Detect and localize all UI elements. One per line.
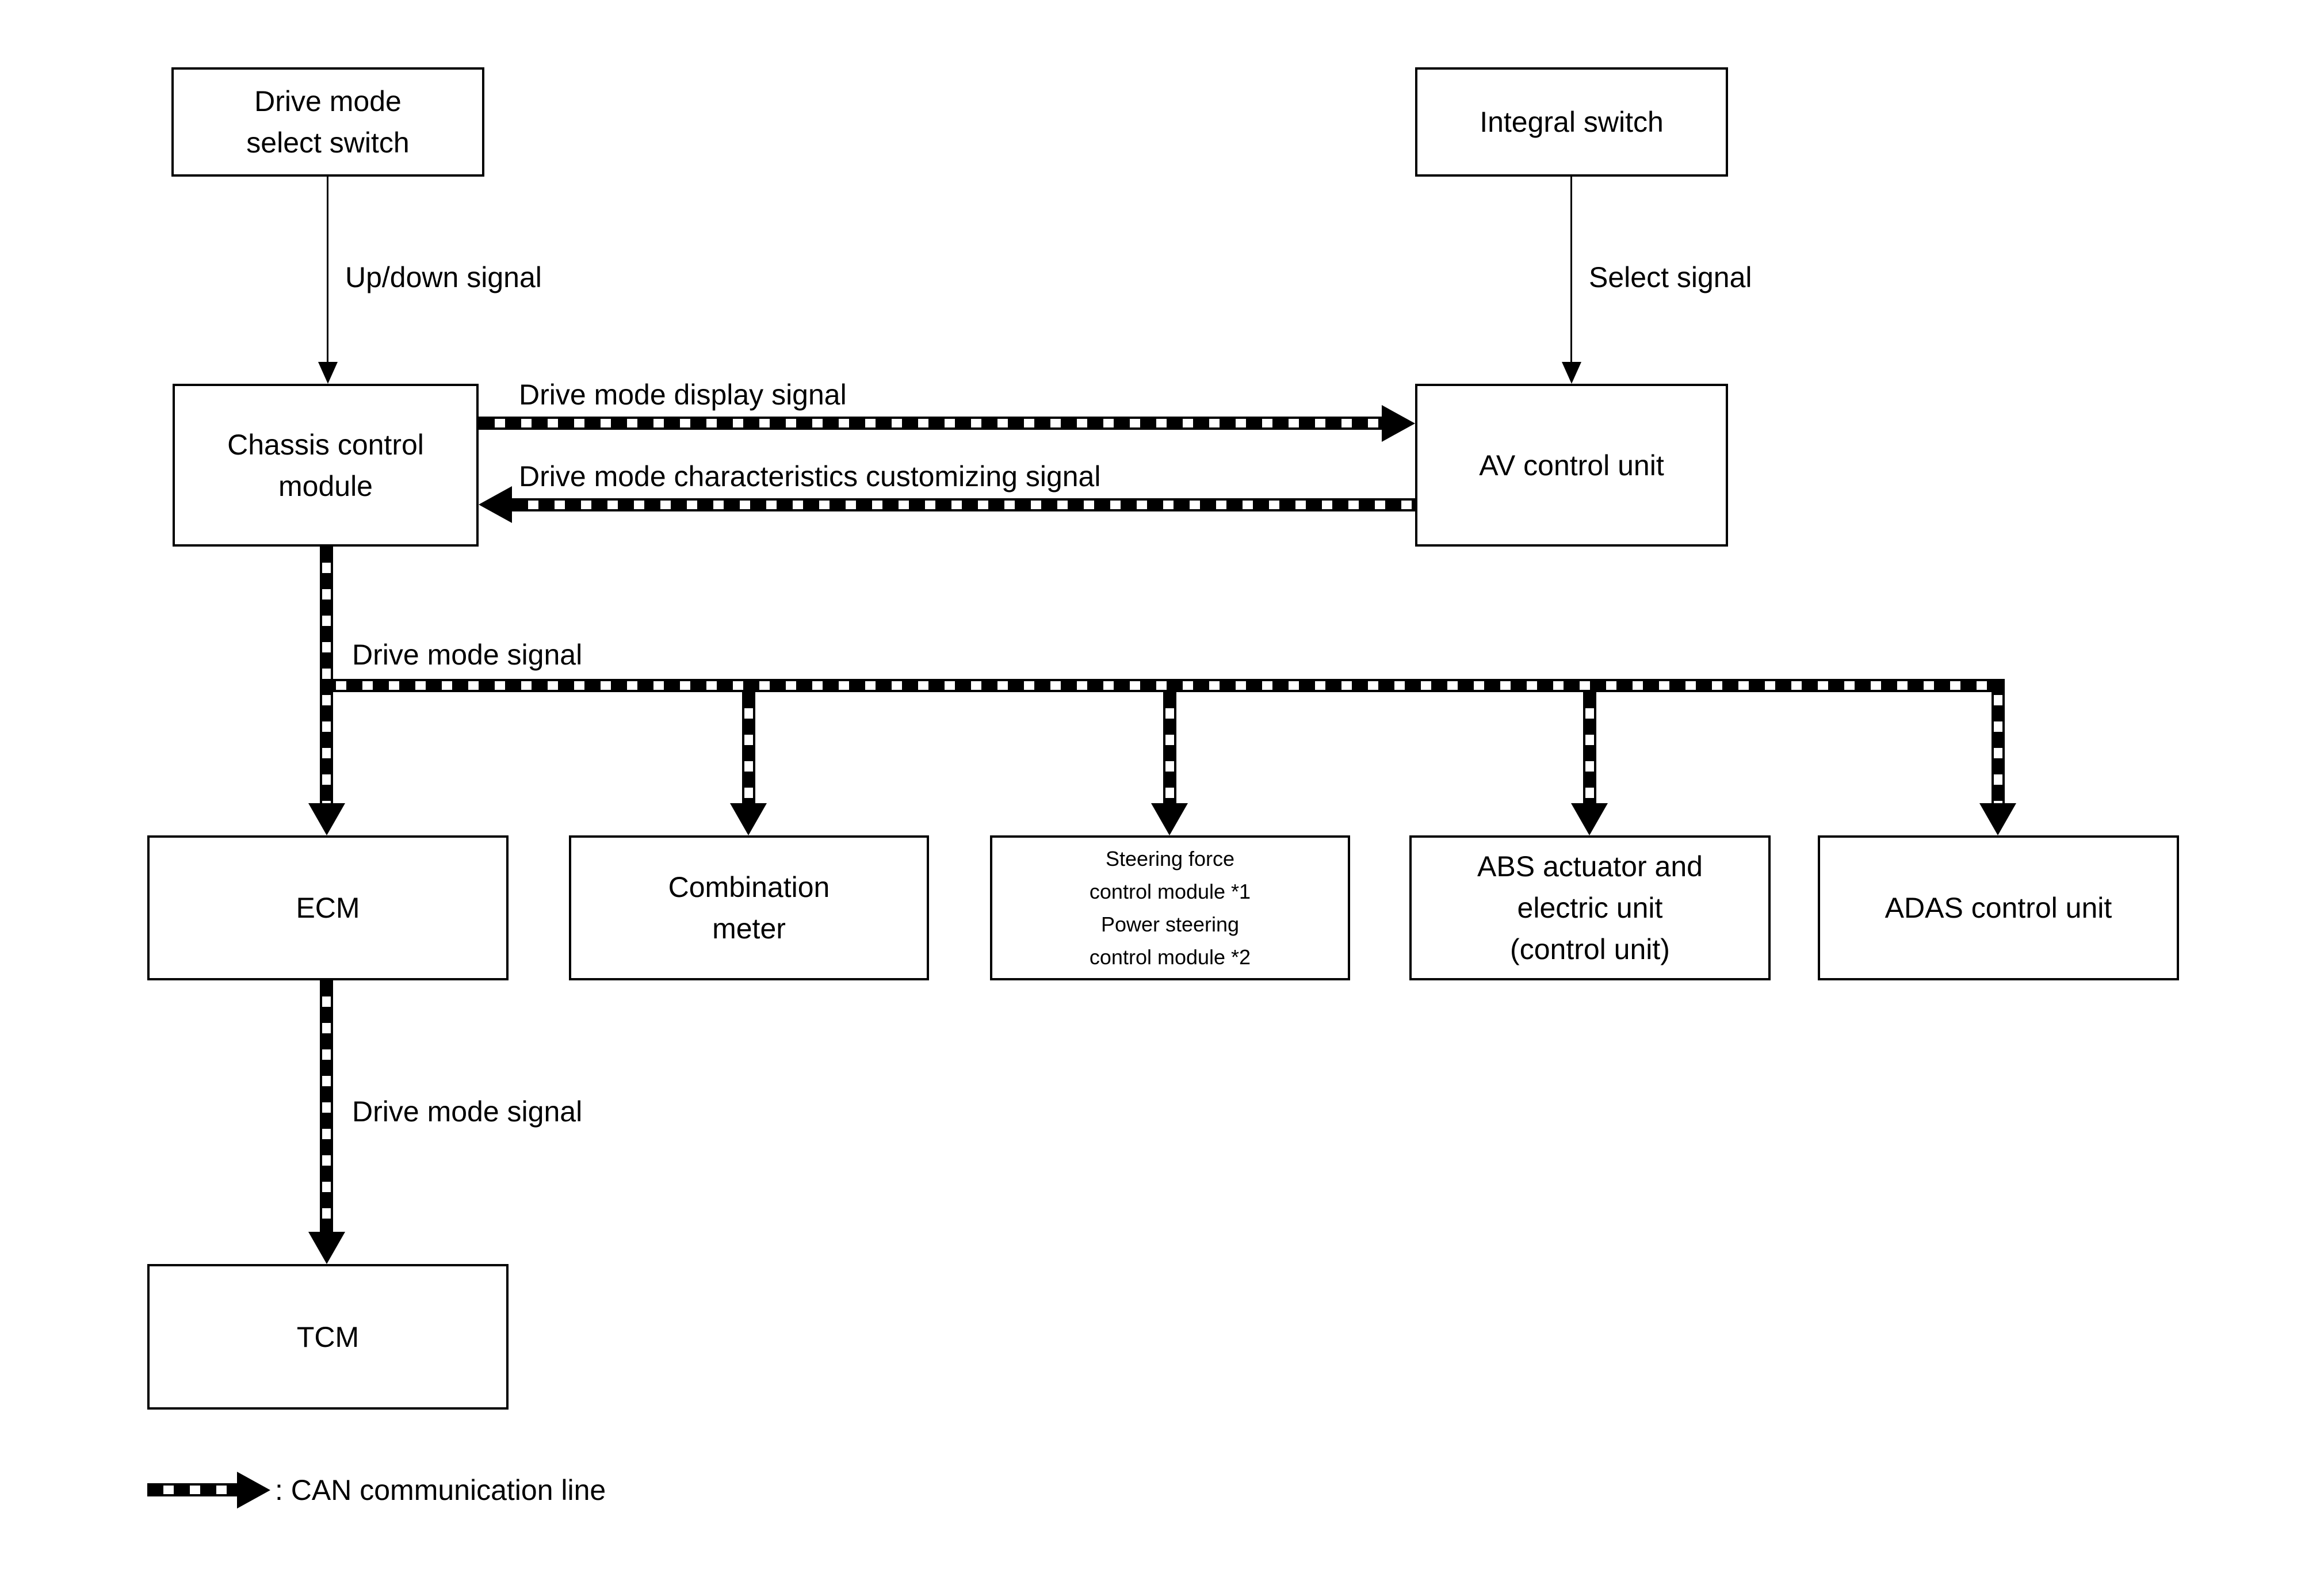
- node-label-line: Integral switch: [1480, 106, 1664, 138]
- can-edge-ecm-to-tcm: [320, 980, 333, 1232]
- node-chassis-control-module: [173, 384, 479, 547]
- edge-label-drive-mode-display-signal: Drive mode display signal: [519, 379, 847, 411]
- edge-label-up-down-signal: Up/down signal: [345, 261, 542, 293]
- node-label-line: control module *2: [1089, 945, 1251, 969]
- node-label-line: ABS actuator and: [1477, 850, 1703, 883]
- arrowhead-down-icon: [308, 1232, 345, 1264]
- node-label-line: TCM: [296, 1320, 360, 1353]
- can-edge-chassis-to-ecm: [320, 547, 333, 803]
- can-edge-customizing-signal: [512, 498, 1415, 511]
- edge-label-drive-mode-signal-ecm-tcm: Drive mode signal: [352, 1095, 583, 1128]
- node-tcm: [147, 1264, 509, 1410]
- edge-select-switch-to-chassis: [327, 177, 328, 362]
- node-combination-meter: [569, 835, 929, 980]
- arrowhead-right-icon: [237, 1472, 270, 1509]
- edge-integral-switch-to-av: [1570, 177, 1572, 362]
- can-edge-bus-to-combination-meter: [742, 692, 755, 803]
- node-label-line: select switch: [246, 127, 410, 159]
- legend-label: : CAN communication line: [275, 1474, 606, 1506]
- node-abs-actuator-electric-unit: [1409, 835, 1771, 980]
- can-edge-display-signal: [479, 417, 1382, 430]
- node-label-line: control module *1: [1089, 880, 1251, 903]
- node-steering-force-power-steering-module: [990, 835, 1350, 980]
- node-adas-control-unit: [1818, 835, 2179, 980]
- node-drive-mode-select-switch: [171, 67, 484, 177]
- arrowhead-down-icon: [1562, 362, 1581, 384]
- node-ecm: [147, 835, 509, 980]
- arrowhead-down-icon: [1571, 803, 1608, 835]
- node-integral-switch: [1415, 67, 1728, 177]
- arrowhead-right-icon: [1382, 405, 1415, 442]
- node-av-control-unit: [1415, 384, 1728, 547]
- can-edge-bus-to-adas: [1992, 679, 2005, 803]
- can-edge-bus-to-steering-module: [1163, 692, 1176, 803]
- node-label-line: Combination: [668, 871, 830, 903]
- node-label-line: Chassis control: [227, 428, 424, 461]
- legend-can-line-swatch-icon: [147, 1483, 237, 1496]
- arrowhead-down-icon: [730, 803, 767, 835]
- edge-label-drive-mode-characteristics-customizing-signal: Drive mode characteristics customizing signal: [519, 460, 1101, 492]
- arrowhead-down-icon: [1979, 803, 2016, 835]
- arrowhead-down-icon: [1151, 803, 1188, 835]
- node-label-line: Steering force: [1105, 847, 1235, 870]
- node-label-line: AV control unit: [1479, 449, 1664, 482]
- can-bus-drive-mode-signal: [320, 679, 2005, 692]
- can-edge-bus-to-abs: [1583, 692, 1596, 803]
- node-label-line: module: [278, 469, 373, 502]
- node-label-line: ECM: [296, 892, 360, 924]
- node-label-line: Power steering: [1100, 912, 1240, 936]
- node-label-line: (control unit): [1510, 933, 1670, 965]
- arrowhead-down-icon: [318, 362, 338, 384]
- node-label-line: ADAS control unit: [1885, 892, 2112, 924]
- edge-label-drive-mode-signal-bus: Drive mode signal: [352, 639, 583, 671]
- node-label-line: electric unit: [1517, 892, 1663, 924]
- node-label-line: meter: [712, 912, 786, 945]
- edge-label-select-signal: Select signal: [1589, 261, 1752, 293]
- node-label-line: Drive mode: [254, 85, 402, 117]
- arrowhead-down-icon: [308, 803, 345, 835]
- arrowhead-left-icon: [479, 486, 512, 523]
